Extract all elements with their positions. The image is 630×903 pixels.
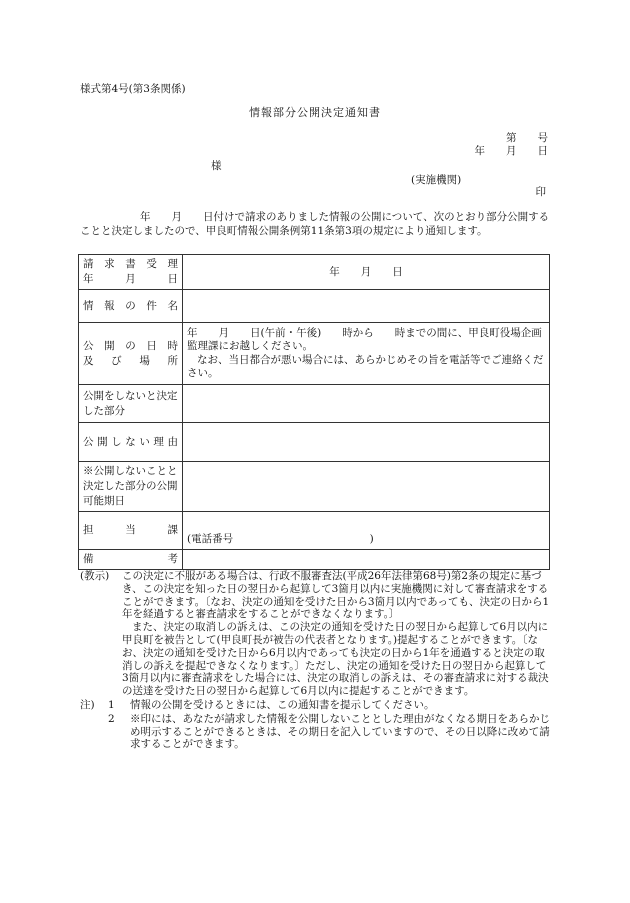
schedule-value [183,323,550,385]
note-heading: 注) [80,698,95,711]
disclosure-table [78,254,550,570]
table-row [79,462,550,512]
document-date: 年 月 日 [474,145,548,157]
note-text: 情報の公開を受けるときには、この通知書を提示してください。 [130,698,435,711]
label-line: 公開の日時 [83,339,178,352]
withheld-part-value [183,385,550,423]
subject-value [183,290,550,323]
notes-section [80,570,552,751]
label-line: 及び場所 [83,354,178,367]
table-row [79,290,550,323]
receipt-date-value: 年 月 日 [183,255,550,290]
instruction-paragraph: また、決定の取消しの訴えは、この決定の通知を受けた日の翌日から起算して6月以内に甲良町を被告として(甲良町長が被告の代表者となります。)提起することができます。〔なお、決定の通知を受けた日から6月以内であっても決定の日から1年を通過すると決定の取消しの訴えを提起できなくなります。〕ただし、決定の通知を受けた日の翌日から起算して3箇月以内に審査請求をした場合には、決定の取消しの訴えは、その審査請求に対する裁決の送達を受けた日の翌日から起算して6月以内に提起することができます。 [122,621,549,698]
table-row [79,385,550,423]
note-number: 1 [108,698,115,711]
note-item [80,699,552,712]
table-row [79,255,550,290]
note-item [80,713,552,751]
label-line: 請求書受理 [83,258,178,270]
row-label [79,290,183,323]
remarks-value [183,550,550,570]
row-label [79,512,183,550]
instruction-block [80,570,552,698]
label-line: 備考 [83,553,178,565]
table-row [79,512,550,550]
intro-paragraph: 年 月 日付けで請求のありました情報の公開について、次のとおり部分公開することと決定しましたので、甲良町情報公開条例第11条第3項の規定により通知します。 [80,211,550,237]
note-number: 2 [108,712,115,725]
row-label [79,255,183,290]
form-number: 様式第4号(第3条関係) [80,83,186,95]
table-row [79,323,550,385]
row-label: 公開をしないと決定した部分 [79,385,183,423]
row-label [79,423,183,462]
addressee-suffix: 様 [211,160,222,172]
row-label [79,323,183,385]
row-label [79,550,183,570]
table-row [79,550,550,570]
label-line: 担当課 [83,524,178,536]
label-line: 年 月 日 [83,273,178,285]
instruction-heading: (教示) [80,570,110,582]
row-label: ※公開しないことと決定した部分の公開可能期日 [79,462,183,512]
label-line: 公開しない理由 [83,435,178,448]
schedule-note: なお、当日都合が悪い場合には、あらかじめその旨を電話等でご連絡ください。 [187,353,544,379]
seal-mark: 印 [535,186,546,198]
document-number: 第 号 [506,132,548,144]
disclosable-date-value [183,462,550,512]
issuing-agency: (実施機関) [411,174,462,186]
instruction-paragraph: この決定に不服がある場合は、行政不服審査法(平成26年法律第68号)第2条の規定に基づき、この決定を知った日の翌日から起算して3箇月以内に実施機関に対して審査請求をすることができます。〔なお、決定の通知を受けた日から3箇月以内であっても、決定の日から1年を経過すると審査請求をすることができなくなります。〕 [122,570,550,621]
schedule-line: 年 月 日(午前・午後) 時から 時までの間に、甲良町役場企画監理課にお越しください。 [187,326,542,352]
note-text: ※印には、あなたが請求した情報を公開しないこととした理由がなくなる期日をあらかじめ明示することができるときは、その期日を記入していますので、その日以降に改めて請求することができます。 [130,712,550,751]
document-title: 情報部分公開決定通知書 [249,106,381,119]
label-line: 情報の件名 [83,299,178,312]
instruction-body [122,570,552,698]
table-row [79,423,550,462]
withheld-reason-value [183,423,550,462]
department-value: (電話番号 ) [183,512,550,550]
